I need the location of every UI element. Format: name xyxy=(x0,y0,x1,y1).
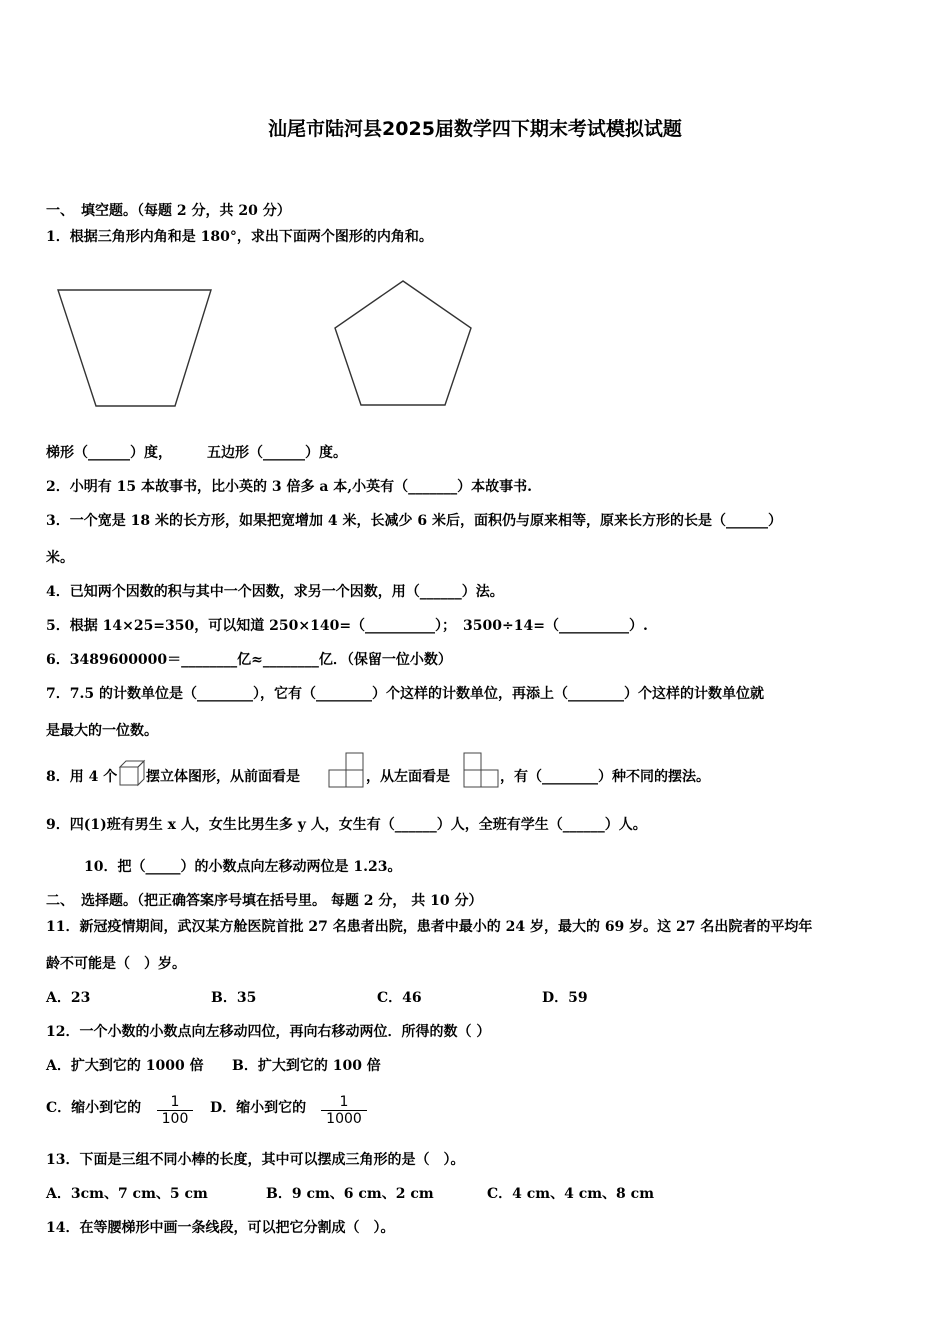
fraction-denominator: 100 xyxy=(157,1110,193,1127)
page-title: 汕尾市陆河县2025届数学四下期末考试模拟试题 xyxy=(268,118,682,140)
trapezoid-figure xyxy=(56,289,214,409)
fraction-denominator: 1000 xyxy=(321,1110,367,1127)
question-11-option-a: A．23 xyxy=(46,990,91,1006)
question-3-line1: 3．一个宽是 18 米的长方形，如果把宽增加 4 米，长减少 6 米后，面积仍与原来相等，原来长方形的长是（______） xyxy=(46,513,782,529)
question-11-line2: 龄不可能是（ ）岁。 xyxy=(46,956,186,972)
fraction-numerator: 1 xyxy=(339,1094,349,1110)
question-10: 10．把（_____）的小数点向左移动两位是 1.23。 xyxy=(84,859,402,875)
fraction-numerator: 1 xyxy=(170,1094,180,1110)
question-11-option-b: B．35 xyxy=(211,990,257,1006)
question-1-answer: 梯形（______）度， 五边形（______）度。 xyxy=(46,445,347,461)
question-14-text: 14．在等腰梯形中画一条线段，可以把它分割成（ ）。 xyxy=(46,1220,395,1236)
fraction-one-thousandth xyxy=(321,1094,367,1127)
question-9: 9．四(1)班有男生 x 人，女生比男生多 y 人，女生有（______）人，全班有学生（______）人。 xyxy=(46,817,647,833)
section-1-header: 一、 填空题。（每题 2 分，共 20 分） xyxy=(46,203,291,219)
question-12-option-b: B．扩大到它的 100 倍 xyxy=(232,1058,381,1074)
front-view-icon xyxy=(329,752,365,788)
question-7-line2: 是最大的一位数。 xyxy=(46,723,158,739)
question-7-line1: 7．7.5 的计数单位是（________），它有（________）个这样的计数单位，再添上（________）个这样的计数单位就 xyxy=(46,686,764,702)
question-13-option-c: C．4 cm、4 cm、8 cm xyxy=(487,1186,655,1202)
question-13-option-b: B．9 cm、6 cm、2 cm xyxy=(266,1186,434,1202)
question-8-part4: ，有（________）种不同的摆法。 xyxy=(500,769,710,785)
question-1-text: 1．根据三角形内角和是 180°，求出下面两个图形的内角和。 xyxy=(46,229,433,245)
question-12-option-a: A．扩大到它的 1000 倍 xyxy=(46,1058,204,1074)
question-12-option-c: C．缩小到它的 xyxy=(46,1100,142,1116)
question-5: 5．根据 14×25=350，可以知道 250×140=（__________）； 3500÷14=（__________）. xyxy=(46,618,648,634)
left-view-icon xyxy=(464,752,500,788)
fraction-one-hundredth xyxy=(157,1094,193,1127)
question-12-text: 12．一个小数的小数点向左移动四位，再向右移动两位．所得的数（ ） xyxy=(46,1024,491,1040)
question-6: 6．3489600000＝________亿≈________亿．（保留一位小数） xyxy=(46,652,452,668)
pentagon-figure xyxy=(334,280,474,408)
question-8-part3: ，从左面看是 xyxy=(366,769,450,785)
question-11-option-d: D．59 xyxy=(542,990,588,1006)
question-2: 2．小明有 15 本故事书，比小英的 3 倍多 a 本,小英有（_______）本故事书. xyxy=(46,479,533,495)
question-13-option-a: A．3cm、7 cm、5 cm xyxy=(46,1186,208,1202)
question-13-text: 13．下面是三组不同小棒的长度，其中可以摆成三角形的是（ ）。 xyxy=(46,1152,465,1168)
question-4: 4．已知两个因数的积与其中一个因数，求另一个因数，用（______）法。 xyxy=(46,584,504,600)
question-12-option-d: D．缩小到它的 xyxy=(210,1100,307,1116)
question-11-line1: 11．新冠疫情期间，武汉某方舱医院首批 27 名患者出院，患者中最小的 24 岁，最大的 69 岁。这 27 名出院者的平均年 xyxy=(46,919,813,935)
question-8-part1: 8．用 4 个 xyxy=(46,769,118,785)
cube-icon xyxy=(119,760,145,786)
question-11-option-c: C．46 xyxy=(377,990,422,1006)
section-2-header: 二、 选择题。（把正确答案序号填在括号里。 每题 2 分， 共 10 分） xyxy=(46,893,483,909)
question-3-line2: 米。 xyxy=(46,550,74,566)
question-8-part2: 摆立体图形，从前面看是 xyxy=(146,769,300,785)
